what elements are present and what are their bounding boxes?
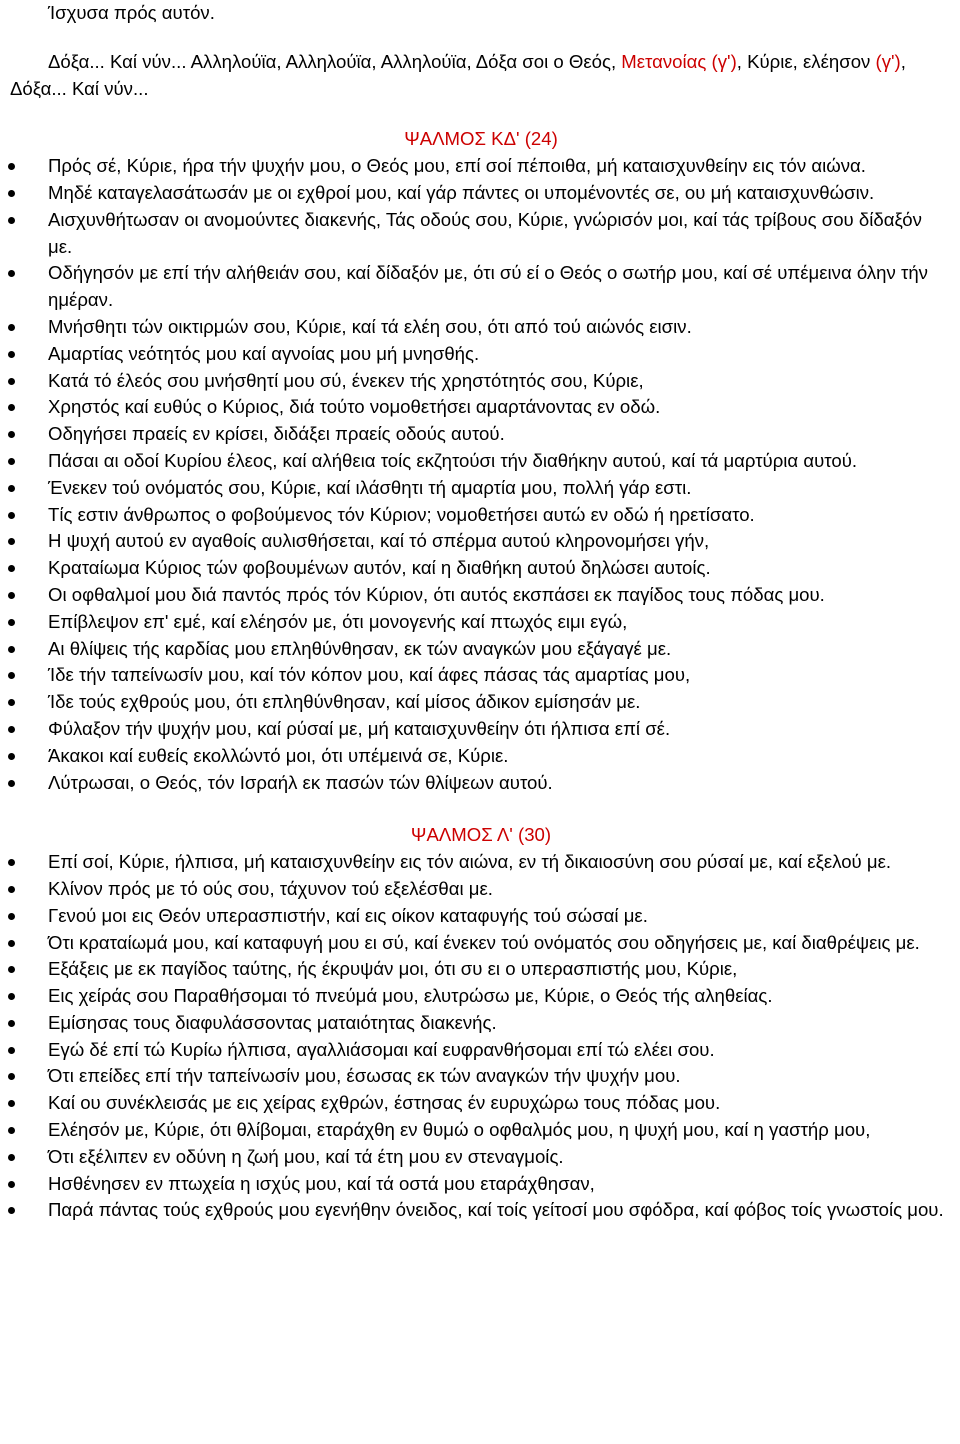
verse-text: Εξάξεις με εκ παγίδος ταύτης, ής έκρυψάν μοι, ότι συ ει ο υπερασπιστής μου, Κύριε,: [48, 958, 738, 980]
verse-item: [48, 555, 950, 582]
bullet-icon: [8, 876, 18, 903]
verse-item: [48, 502, 950, 529]
intro-line: Ίσχυσα πρός αυτόν.: [48, 2, 215, 23]
bullet-icon: [8, 314, 18, 341]
verse-text: Κραταίωμα Κύριος τών φοβουμένων αυτόν, καί η διαθήκη αυτού δηλώσει αυτοίς.: [48, 557, 711, 579]
verse-text: Πάσαι αι οδοί Κυρίου έλεος, καί αλήθεια τοίς εκζητούσι τήν διαθήκην αυτού, καί τά μαρτύρια αυτού.: [48, 449, 858, 471]
verse-text: Εγώ δέ επί τώ Κυρίω ήλπισα, αγαλλιάσομαι καί ευφρανθήσομαι επί τώ ελέει σου.: [48, 1038, 715, 1060]
psalm-24-verse-list: [48, 153, 950, 796]
verse-item: [48, 180, 950, 207]
bullet-icon: [8, 1171, 18, 1198]
verse-text: Παρά πάντας τούς εχθρούς μου εγενήθην όνειδος, καί τοίς γείτοσί μου σφόδρα, καί φόβος τοίς γνωστοίς μου.: [48, 1199, 944, 1221]
verse-item: [48, 207, 950, 261]
bullet-icon: [8, 368, 18, 395]
verse-text: Πρός σέ, Κύριε, ήρα τήν ψυχήν μου, ο Θεός μου, επί σοί πέποιθα, μή καταισχυνθείην εις τόν αιώνα.: [48, 155, 866, 177]
psalm-24-title: ΨΑΛΜΟΣ ΚΔ' (24): [404, 128, 558, 150]
bullet-icon: [8, 341, 18, 368]
bullet-icon: [8, 421, 18, 448]
bullet-icon: [8, 1037, 18, 1064]
verse-item: [48, 662, 950, 689]
verse-item: [48, 849, 950, 876]
verse-text: Αμαρτίας νεότητός μου καί αγνοίας μου μή μνησθής.: [48, 342, 480, 364]
verse-item: [48, 1171, 950, 1198]
verse-text: Φύλαξον τήν ψυχήν μου, καί ρύσαί με, μή καταισχυνθείην ότι ήλπισα επί σέ.: [48, 717, 671, 739]
bullet-icon: [8, 689, 18, 716]
verse-text: Αι θλίψεις τής καρδίας μου επληθύνθησαν, εκ τών αναγκών μου εξάγαγέ με.: [48, 637, 672, 659]
bullet-icon: [8, 555, 18, 582]
verse-text: Ότι κραταίωμά μου, καί καταφυγή μου ει σύ, καί ένεκεν τού ονόματός σου οδηγήσεις με, καί διαθρέψεις με.: [48, 931, 920, 953]
verse-text: Ησθένησεν εν πτωχεία η ισχύς μου, καί τά οστά μου εταράχθησαν,: [48, 1172, 595, 1194]
verse-item: [48, 743, 950, 770]
bullet-icon: [8, 582, 18, 609]
verse-text: Οδήγησόν με επί τήν αλήθειάν σου, καί δίδαξόν με, ότι σύ εί ο Θεός ο σωτήρ μου, καί σέ υπέμεινα όλην τήν ημέραν.: [48, 262, 928, 311]
verse-item: [48, 903, 950, 930]
bullet-icon: [8, 1010, 18, 1037]
verse-text: Κλίνον πρός με τό ούς σου, τάχυνον τού εξελέσθαι με.: [48, 877, 493, 899]
verse-item: [48, 1117, 950, 1144]
verse-text: Εις χείράς σου Παραθήσομαι τό πνεύμά μου, ελυτρώσω με, Κύριε, ο Θεός τής αληθείας.: [48, 985, 773, 1007]
bullet-icon: [8, 1117, 18, 1144]
bullet-icon: [8, 609, 18, 636]
verse-item: [48, 930, 950, 957]
verse-text: Κατά τό έλεός σου μνήσθητί μου σύ, ένεκεν τής χρηστότητός σου, Κύριε,: [48, 369, 644, 391]
verse-item: [48, 582, 950, 609]
bullet-icon: [8, 1144, 18, 1171]
bullet-icon: [8, 770, 18, 797]
verse-item: [48, 1197, 950, 1224]
verse-item: [48, 770, 950, 797]
rubric-thrice: (γ'): [875, 50, 901, 72]
verse-text: Εμίσησας τους διαφυλάσσοντας ματαιότητας διακενής.: [48, 1011, 497, 1033]
psalm-30-verse-list: [48, 849, 950, 1224]
verse-text: Αισχυνθήτωσαν οι ανομούντες διακενής, Τάς οδούς σου, Κύριε, γνώρισόν μοι, καί τάς τρίβους σου δίδαξόν με.: [48, 208, 922, 257]
bullet-icon: [8, 903, 18, 930]
verse-text: Επίβλεψον επ' εμέ, καί ελέησόν με, ότι μονογενής καί πτωχός ειμι εγώ,: [48, 610, 628, 632]
verse-text: Ένεκεν τού ονόματός σου, Κύριε, καί ιλάσθητι τή αμαρτία μου, πολλή γάρ εστι.: [48, 476, 692, 498]
verse-item: [48, 1063, 950, 1090]
verse-item: [48, 528, 950, 555]
bullet-icon: [8, 394, 18, 421]
verse-item: [48, 689, 950, 716]
bullet-icon: [8, 180, 18, 207]
verse-text: Ίδε τούς εχθρούς μου, ότι επληθύνθησαν, καί μίσος άδικον εμίσησάν με.: [48, 691, 641, 713]
verse-text: Ίδε τήν ταπείνωσίν μου, καί τόν κόπον μου, καί άφες πάσας τάς αμαρτίας μου,: [48, 664, 691, 686]
bullet-icon: [8, 956, 18, 983]
bullet-icon: [8, 260, 18, 287]
verse-item: [48, 153, 950, 180]
verse-text: Η ψυχή αυτού εν αγαθοίς αυλισθήσεται, καί τό σπέρμα αυτού κληρονομήσει γήν,: [48, 530, 710, 552]
verse-text: Μνήσθητι τών οικτιρμών σου, Κύριε, καί τά ελέη σου, ότι από τού αιώνός εισιν.: [48, 315, 692, 337]
verse-text: Λύτρωσαι, ο Θεός, τόν Ισραήλ εκ πασών τών θλίψεων αυτού.: [48, 771, 553, 793]
bullet-icon: [8, 636, 18, 663]
bullet-icon: [8, 207, 18, 234]
verse-text: Ότι επείδες επί τήν ταπείνωσίν μου, έσωσας εκ τών αναγκών τήν ψυχήν μου.: [48, 1065, 681, 1087]
verse-item: [48, 260, 950, 314]
verse-item: [48, 421, 950, 448]
verse-item: [48, 475, 950, 502]
verse-text: Ελέησόν με, Κύριε, ότι θλίβομαι, εταράχθη εν θυμώ ο οφθαλμός μου, η ψυχή μου, καί η γαστήρ μου,: [48, 1119, 871, 1141]
doxa-line: [10, 49, 950, 103]
verse-item: [48, 394, 950, 421]
verse-text: Γενού μοι εις Θεόν υπερασπιστήν, καί εις οίκον καταφυγής τού σώσαί με.: [48, 904, 648, 926]
verse-item: [48, 636, 950, 663]
bullet-icon: [8, 1197, 18, 1224]
bullet-icon: [8, 475, 18, 502]
bullet-icon: [8, 849, 18, 876]
verse-item: [48, 448, 950, 475]
verse-item: [48, 716, 950, 743]
verse-item: [48, 341, 950, 368]
bullet-icon: [8, 153, 18, 180]
verse-text: Επί σοί, Κύριε, ήλπισα, μή καταισχυνθείην εις τόν αιώνα, εν τή δικαιοσύνη σου ρύσαί με, καί εξελού με.: [48, 851, 892, 873]
doxa-text-1: Δόξα... Καί νύν... Αλληλούϊα, Αλληλούϊα, Αλληλούϊα, Δόξα σοι ο Θεός,: [48, 50, 622, 72]
psalm-30-title: ΨΑΛΜΟΣ Λ' (30): [410, 824, 552, 846]
verse-text: Χρηστός καί ευθύς ο Κύριος, διά τούτο νομοθετήσει αμαρτάνοντας εν οδώ.: [48, 396, 661, 418]
bullet-icon: [8, 1063, 18, 1090]
verse-text: Ότι εξέλιπεν εν οδύνη η ζωή μου, καί τά έτη μου εν στεναγμοίς.: [48, 1145, 564, 1167]
doxa-text-2: , Κύριε, ελέησον: [736, 50, 876, 72]
verse-item: [48, 314, 950, 341]
verse-text: Τίς εστιν άνθρωπος ο φοβούμενος τόν Κύριον; νομοθετήσει αυτώ εν οδώ ή ηρετίσατο.: [48, 503, 755, 525]
bullet-icon: [8, 1090, 18, 1117]
verse-text: Οδηγήσει πραείς εν κρίσει, διδάξει πραείς οδούς αυτού.: [48, 423, 505, 445]
verse-item: [48, 368, 950, 395]
verse-item: [48, 1090, 950, 1117]
verse-item: [48, 1144, 950, 1171]
bullet-icon: [8, 983, 18, 1010]
bullet-icon: [8, 930, 18, 957]
verse-item: [48, 1010, 950, 1037]
verse-item: [48, 1037, 950, 1064]
bullet-icon: [8, 448, 18, 475]
bullet-icon: [8, 502, 18, 529]
verse-text: Άκακοι καί ευθείς εκολλώντό μοι, ότι υπέμεινά σε, Κύριε.: [48, 744, 509, 766]
verse-item: [48, 609, 950, 636]
verse-item: [48, 983, 950, 1010]
doxa-text-3: , Δόξα... Καί νύν...: [10, 50, 906, 99]
verse-text: Καί ου συνέκλεισάς με εις χείρας εχθρών, έστησας έν ευρυχώρω τους πόδας μου.: [48, 1092, 721, 1114]
bullet-icon: [8, 528, 18, 555]
verse-text: Μηδέ καταγελασάτωσάν με οι εχθροί μου, καί γάρ πάντες οι υπομένοντές σε, ου μή καταισχυνθώσιν.: [48, 181, 875, 203]
bullet-icon: [8, 716, 18, 743]
rubric-metanoias: Μετανοίας (γ'): [621, 50, 737, 72]
bullet-icon: [8, 743, 18, 770]
verse-item: [48, 876, 950, 903]
verse-item: [48, 956, 950, 983]
verse-text: Οι οφθαλμοί μου διά παντός πρός τόν Κύριον, ότι αυτός εκσπάσει εκ παγίδος τους πόδας μου.: [48, 583, 825, 605]
bullet-icon: [8, 662, 18, 689]
